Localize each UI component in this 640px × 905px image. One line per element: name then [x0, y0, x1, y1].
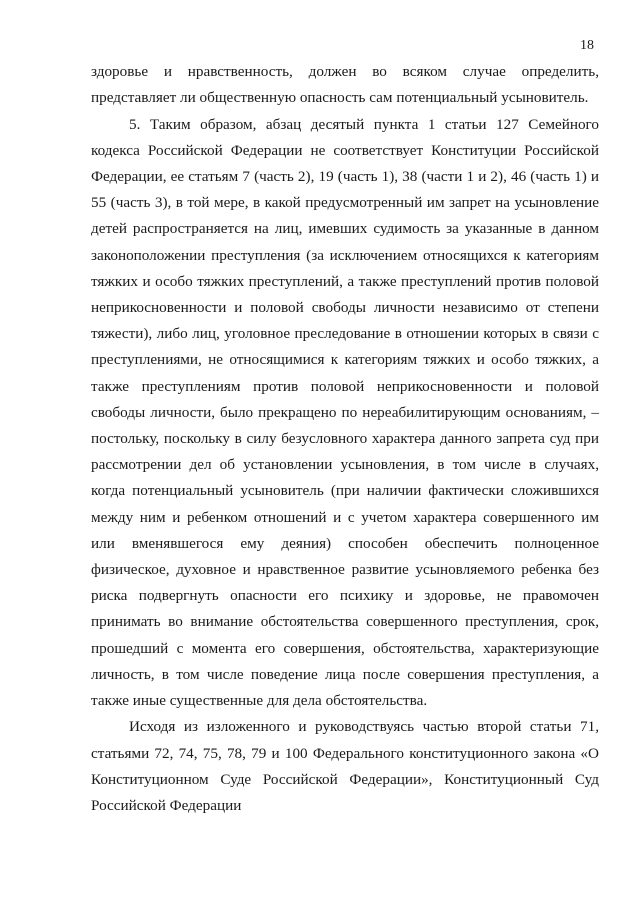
text-line: Российской Федерации — [91, 797, 242, 814]
text-line: неприкосновенности и половой свободы личности независимо от степени — [91, 299, 599, 316]
text-line: прошедший с момента его совершения, обстоятельства, характеризующие — [91, 640, 599, 657]
text-line: физическое, духовное и нравственное развитие усыновляемого ребенка без — [91, 561, 599, 578]
text-line: тяжких и особо тяжких преступлений, а также преступлений против половой — [91, 273, 599, 290]
text-line: статьями 72, 74, 75, 78, 79 и 100 Федерального конституционного закона «О — [91, 745, 599, 762]
text-line: принимать во внимание обстоятельства совершенного преступления, срок, — [91, 613, 599, 630]
text-line: здоровье и нравственность, должен во всяком случае определить, — [91, 63, 599, 80]
text-line: законоположении преступления (за исключением относящихся к категориям — [91, 247, 599, 264]
text-line: между ним и ребенком отношений и с учетом характера совершенного им — [91, 509, 599, 526]
text-line: Конституционном Суде Российской Федерации», Конституционный Суд — [91, 771, 599, 788]
text-line: детей распространяется на лиц, имевших судимость за указанные в данном — [91, 220, 599, 237]
text-line: свободы личности, было прекращено по нереабилитирующим основаниям, – — [91, 404, 599, 421]
text-line: риска подвергнуть опасности его психику и здоровье, не правомочен — [91, 587, 599, 604]
text-line: 55 (часть 3), в той мере, в какой предусмотренный им запрет на усыновление — [91, 194, 599, 211]
text-line: постольку, поскольку в силу безусловного характера данного запрета суд при — [91, 430, 599, 447]
text-line: тяжести), либо лиц, уголовное преследование в отношении которых в связи с — [91, 325, 599, 342]
text-line: кодекса Российской Федерации не соответствует Конституции Российской — [91, 142, 599, 159]
text-line: рассмотрении дел об установлении усыновления, в том числе в случаях, — [91, 456, 599, 473]
text-line: 5. Таким образом, абзац десятый пункта 1 статьи 127 Семейного — [129, 116, 599, 133]
page-number: 18 — [580, 38, 594, 53]
text-line: представляет ли общественную опасность сам потенциальный усыновитель. — [91, 89, 589, 106]
text-line: также преступлениям против половой неприкосновенности и половой — [91, 378, 599, 395]
text-line: Исходя из изложенного и руководствуясь частью второй статьи 71, — [129, 718, 599, 735]
text-line: личность, в том числе поведение лица после совершения преступления, а — [91, 666, 599, 683]
text-line: или вменявшегося ему деяния) способен обеспечить полноценное — [91, 535, 599, 552]
text-line: Федерации, ее статьям 7 (часть 2), 19 (часть 1), 38 (части 1 и 2), 46 (часть 1) и — [91, 168, 599, 185]
text-line: также иные существенные для дела обстоятельства. — [91, 692, 428, 709]
text-line: когда потенциальный усыновитель (при наличии фактически сложившихся — [91, 482, 599, 499]
text-line: преступлениями, не относящимися к категориям тяжких и особо тяжких, а — [91, 351, 599, 368]
